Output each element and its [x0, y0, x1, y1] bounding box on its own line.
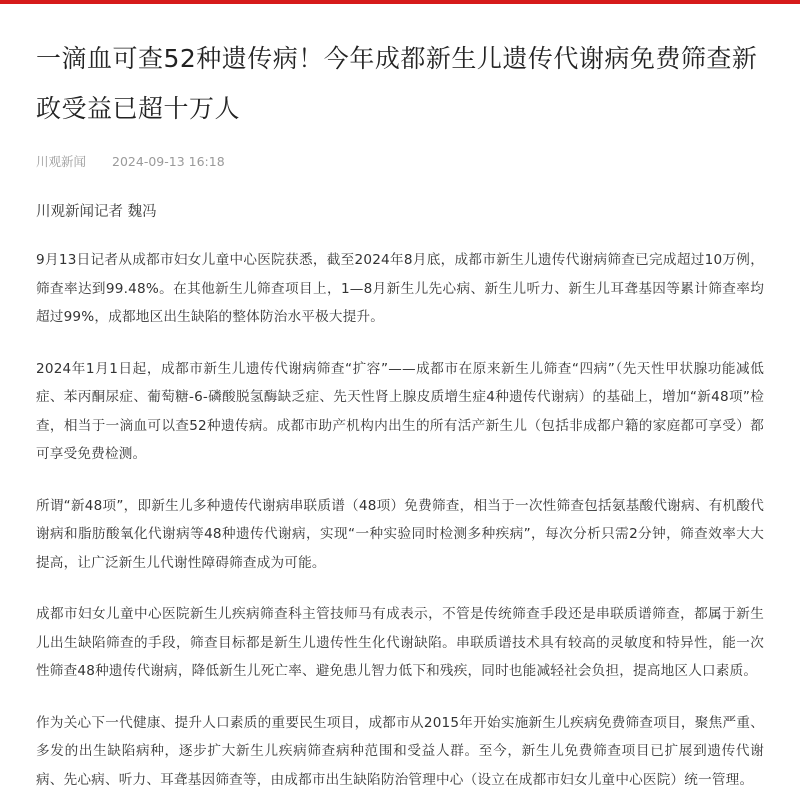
article-paragraph: 所谓“新48项”，即新生儿多种遗传代谢病串联质谱（48项）免费筛查，相当于一次性筛查包括氨基酸代谢病、有机酸代谢病和脂肪酸氧化代谢病等48种遗传代谢病，实现“一种实验同时检测多种疾病”，每次分析只需2分钟，筛查效率大大提高，让广泛新生儿代谢性障碍筛查成为可能。 — [36, 497, 764, 571]
article-title: 一滴血可查52种遗传病！今年成都新生儿遗传代谢病免费筛查新政受益已超十万人 — [36, 44, 758, 123]
article-byline: 川观新闻记者 魏冯 — [36, 204, 157, 220]
article-paragraph: 成都市妇女儿童中心医院新生儿疾病筛查科主管技师马有成表示，不管是传统筛查手段还是串联质谱筛查，都属于新生儿出生缺陷筛查的手段，筛查目标都是新生儿遗传性生化代谢缺陷。串联质谱技术具有较高的灵敏度和特异性，能一次性筛查48种遗传代谢病，降低新生儿死亡率、避免患儿智力低下和残疾，同时也能减轻社会负担，提高地区人口素质。 — [36, 606, 764, 679]
article-paragraph: 2024年1月1日起，成都市新生儿遗传代谢病筛查“扩容”——成都市在原来新生儿筛查“四病”（先天性甲状腺功能减低症、苯丙酮尿症、葡萄糖-6-磷酸脱氢酶缺乏症、先天性肾上腺皮质增生症4种遗传代谢病）的基础上，增加“新48项”检查，相当于一滴血可以查52种遗传病。成都市助产机构内出生的所有活产新生儿（包括非成都户籍的家庭都可享受）都可享受免费检测。 — [36, 360, 764, 462]
article-date: 2024-09-13 16:18 — [112, 154, 225, 169]
article-paragraph: 作为关心下一代健康、提升人口素质的重要民生项目，成都市从2015年开始实施新生儿疾病免费筛查项目，聚焦严重、多发的出生缺陷病种，逐步扩大新生儿疾病筛查病种范围和受益人群。至今，新生儿免费筛查项目已扩展到遗传代谢病、先心病、听力、耳聋基因筛查等，由成都市出生缺陷防治管理中心（设立在成都市妇女儿童中心医院）统一管理。 — [36, 714, 764, 788]
article — [36, 34, 764, 794]
article-source[interactable]: 川观新闻 — [36, 154, 87, 169]
article-meta — [36, 152, 764, 172]
top-accent-bar — [0, 0, 800, 4]
article-paragraph: 9月13日记者从成都市妇女儿童中心医院获悉，截至2024年8月底，成都市新生儿遗传代谢病筛查已完成超过10万例，筛查率达到99.48%。在其他新生儿筛查项目上，1—8月新生儿先心病、新生儿听力、新生儿耳聋基因等累计筛查率均超过99%，成都地区出生缺陷的整体防治水平极大提升。 — [36, 252, 764, 325]
